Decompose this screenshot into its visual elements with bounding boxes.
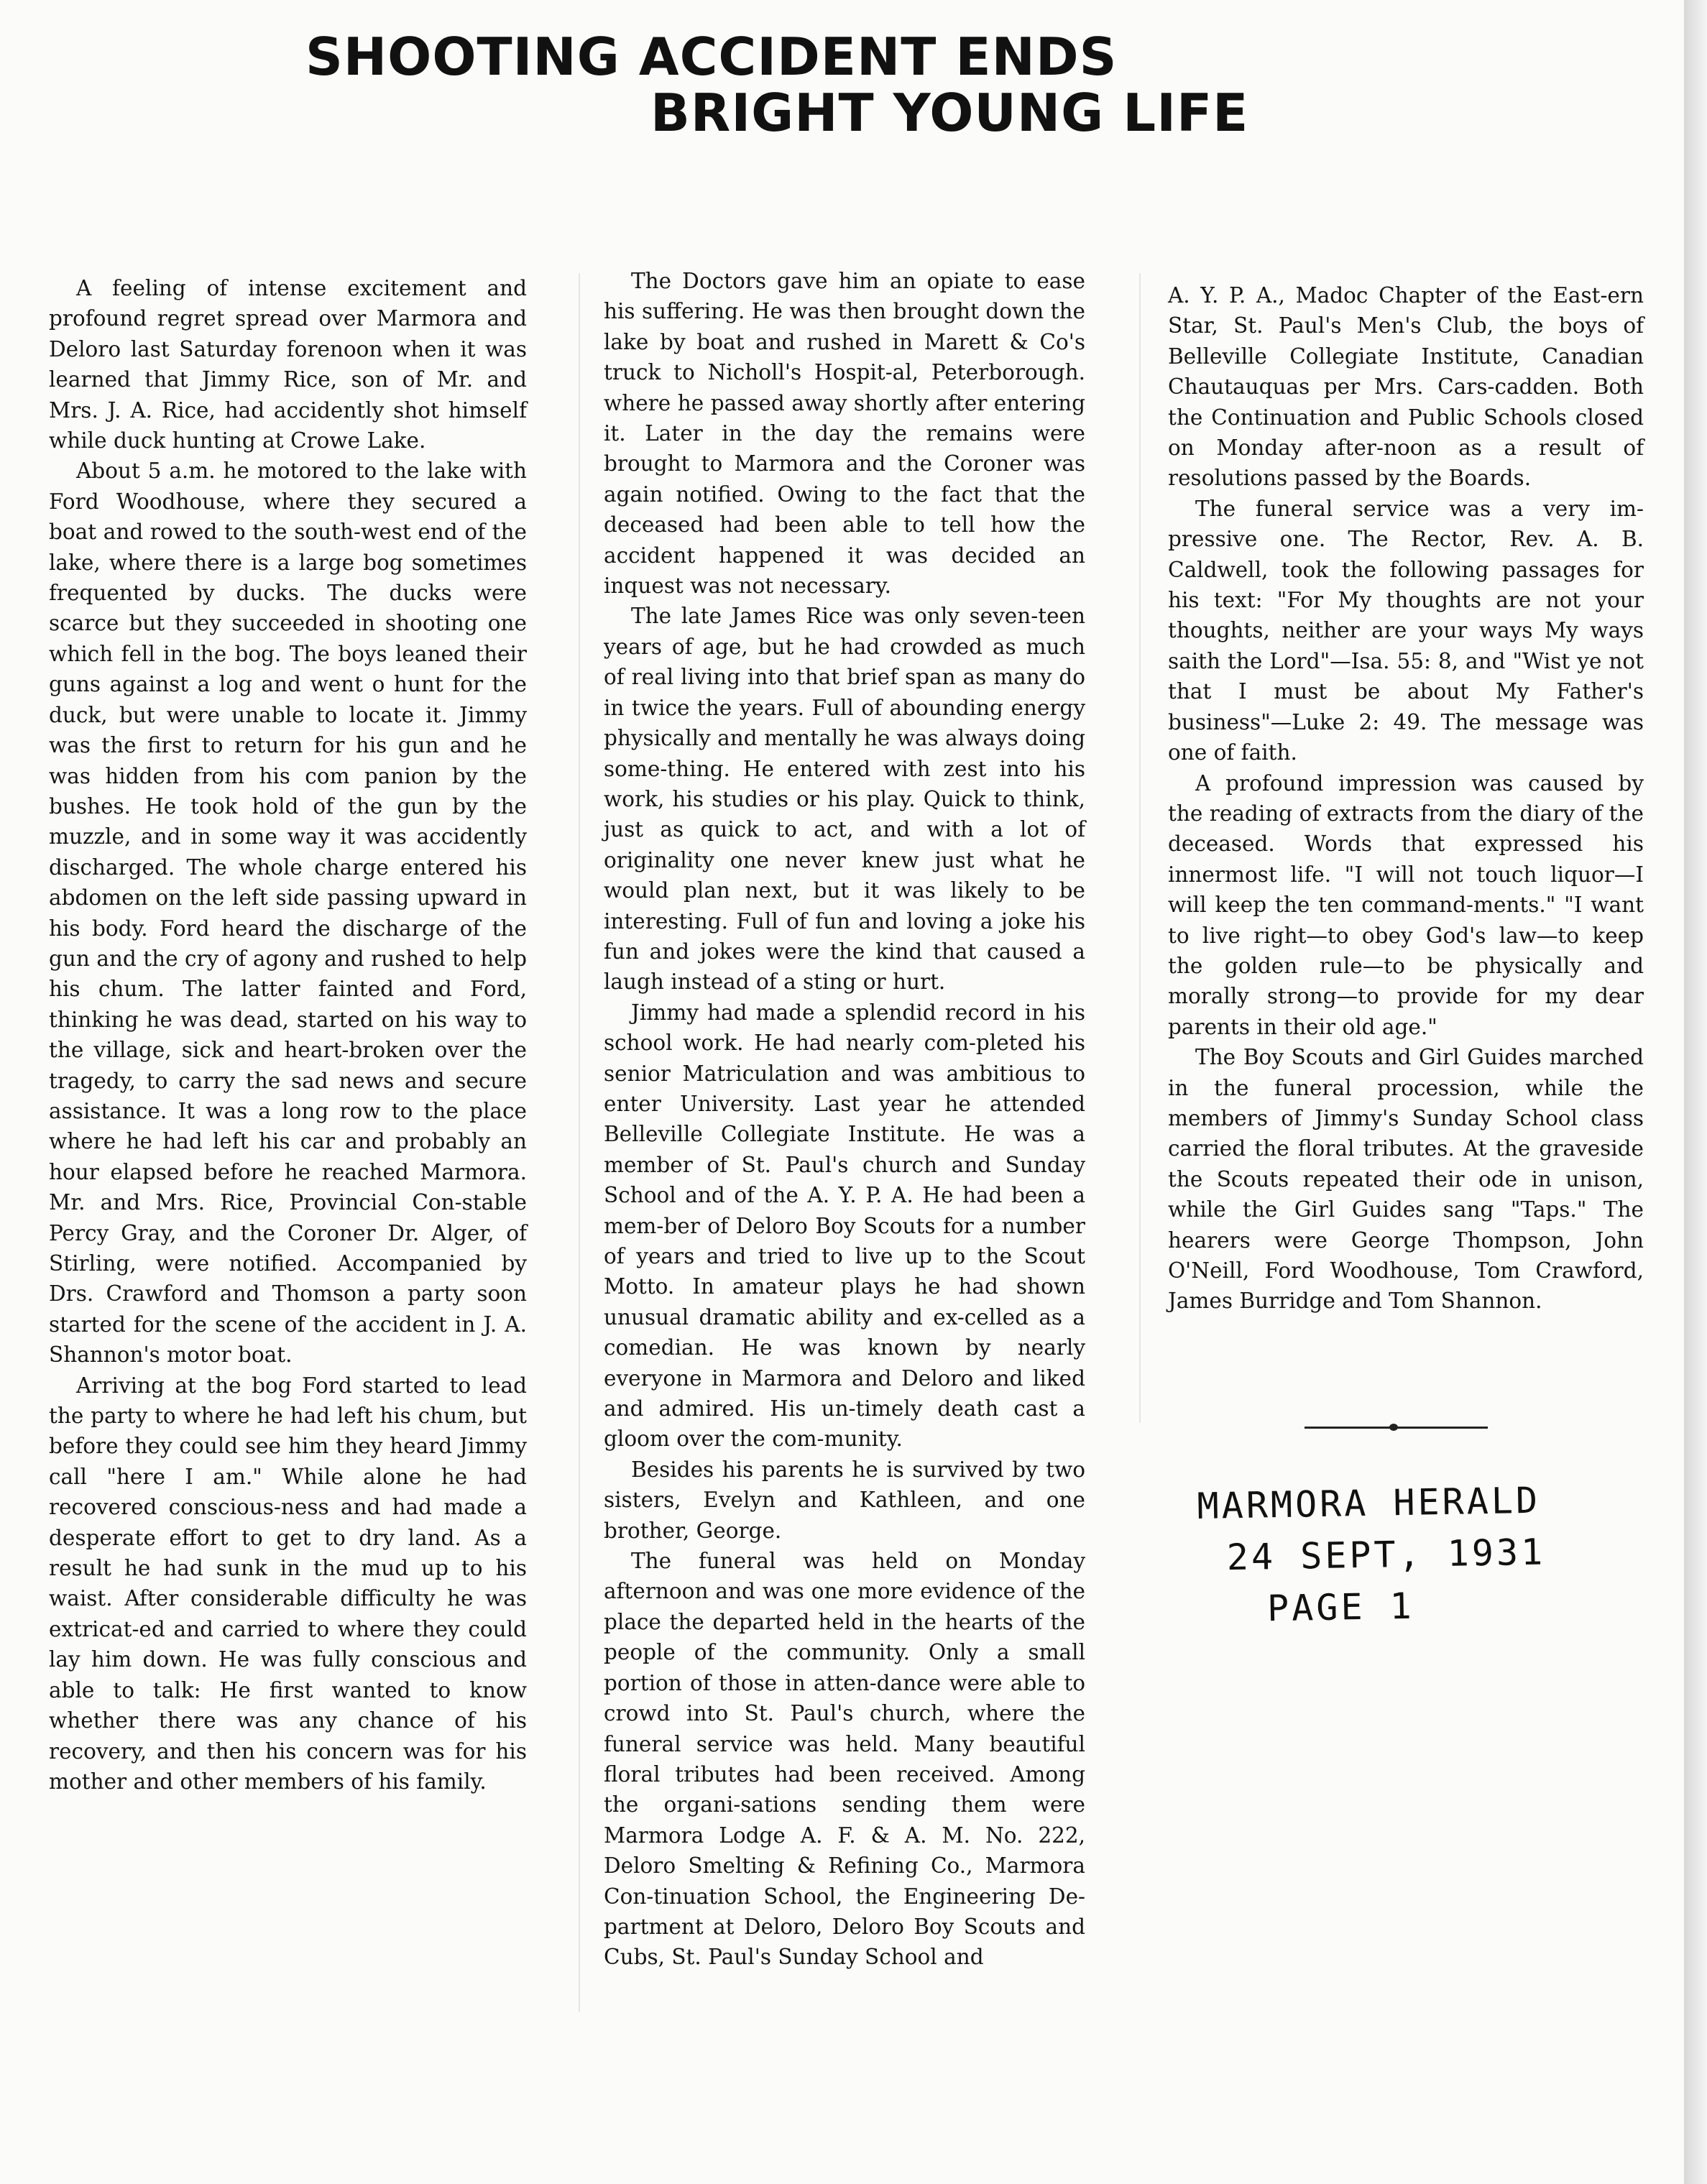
note-publication: MARMORA HERALD [1197, 1479, 1541, 1527]
paragraph: Arriving at the bog Ford started to lead the party to where he had left his chum, but before they could see him they heard Jimmy call "here I am." While alone he had recovered conscious-ness and had made a desperate effort to get to dry land. As a result he had sunk in the mud up to his waist. After considerable difficulty he was extricat-ed and carried to where they could lay him down. He was fully conscious and able to talk: He first wanted to know whether there was any chance of his recovery, and then his concern was for his mother and other members of his family. [49, 1373, 527, 1794]
column-divider [579, 273, 580, 2012]
headline-line-1: SHOOTING ACCIDENT ENDS [305, 27, 1118, 87]
paragraph: The funeral was held on Monday afternoon and was one more evidence of the place the departed held in the hearts of the people of the community. Only a small portion of those in atten-dance were able to crowd into St. Paul's church, where the funeral service was held. Many beautiful floral tributes had been received. Among the organi-sations sending them were Marmora Lodge A. F. & A. M. No. 222, Deloro Smelting & Refining Co., Marmora Con-tinuation School, the Engineering De-partment at Deloro, Deloro Boy Scouts and Cubs, St. Paul's Sunday School and [604, 1549, 1085, 1970]
paragraph: A profound impression was caused by the reading of extracts from the diary of the deceased. Words that expressed his innermost life. "I will not touch liquor—I will keep the ten command-ments." "I want to live right—to obey God's law—to keep the golden rule—to be physically and morally strong—to provide for my dear parents in their old age." [1168, 770, 1644, 1039]
paragraph: The late James Rice was only seven-teen years of age, but he had crowded as much of real living into that brief span as many do in twice the years. Full of abounding energy physically and mentally he was always doing some-thing. He entered with zest into his work, his studies or his play. Quick to think, just as quick to act, and with a lot of originality one never knew just what he would plan next, but it was likely to be interesting. Full of fun and loving a joke his fun and jokes were the kind that caused a laugh instead of a sting or hurt. [604, 604, 1085, 995]
article-column-2 [604, 266, 1085, 1973]
paragraph: Besides his parents he is survived by two sisters, Evelyn and Kathleen, and one brother, George. [604, 1457, 1085, 1543]
note-page: PAGE 1 [1266, 1585, 1415, 1630]
handwritten-source-note [1197, 1475, 1547, 1636]
paragraph: The Doctors gave him an opiate to ease his suffering. He was then brought down the lake by boat and rushed in Marett & Co's truck to Nicholl's Hospit-al, Peterborough. where he passed away shortly after entering it. Later in the day the remains were brought to Marmora and the Coroner was again notified. Owing to the fact that the deceased had been able to tell how the accident happened it was decided an inquest was not necessary. [604, 269, 1085, 599]
paragraph: The Boy Scouts and Girl Guides marched in the funeral procession, while the members of Jimmy's Sunday School class carried the floral tributes. At the graveside the Scouts repeated their ode in unison, while the Girl Guides sang "Taps." The hearers were George Thompson, John O'Neill, Ford Woodhouse, Tom Crawford, James Burridge and Tom Shannon. [1168, 1045, 1644, 1314]
paragraph: A. Y. P. A., Madoc Chapter of the East-ern Star, St. Paul's Men's Club, the boys of Belleville Collegiate Institute, Canadian Chautauquas per Mrs. Cars-cadden. Both the Continuation and Public Schools closed on Monday after-noon as a result of resolutions passed by the Boards. [1168, 283, 1644, 491]
headline-line-2: BRIGHT YOUNG LIFE [650, 83, 1249, 143]
article-column-3 [1168, 280, 1644, 1317]
note-date: 24 SEPT, 1931 [1226, 1531, 1546, 1579]
scan-edge-shadow [1684, 0, 1707, 2184]
article-end-rule [1305, 1427, 1488, 1429]
paragraph: About 5 a.m. he motored to the lake with Ford Woodhouse, where they secured a boat and rowed to the south-west end of the lake, where there is a large bog sometimes frequented by ducks. The ducks were scarce but they succeeded in shooting one which fell in the bog. The boys leaned their guns against a log and went o hunt for the duck, but were unable to locate it. Jimmy was the first to return for his gun and he was hidden from his com panion by the bushes. He took hold of the gun by the muzzle, and in some way it was accidently discharged. The whole charge entered his abdomen on the left side passing upward in his body. Ford heard the discharge of the gun and the cry of agony and rushed to help his chum. The latter fainted and Ford, thinking he was dead, started on his way to the village, sick and heart-broken over the tragedy, to carry the sad news and secure assistance. It was a long row to the place where he had left his car and probably an hour elapsed before he reached Marmora. Mr. and Mrs. Rice, Provincial Con-stable Percy Gray, and the Coroner Dr. Alger, of Stirling, were notified. Accompanied by Drs. Crawford and Thomson a party soon started for the scene of the accident in J. A. Shannon's motor boat. [49, 459, 527, 1368]
article-column-1 [49, 273, 527, 1797]
column-divider [1139, 273, 1141, 1423]
paragraph: A feeling of intense excitement and profound regret spread over Marmora and Deloro last Saturday forenoon when it was learned that Jimmy Rice, son of Mr. and Mrs. J. A. Rice, had accidently shot himself while duck hunting at Crowe Lake. [49, 276, 527, 453]
paragraph: The funeral service was a very im-pressive one. The Rector, Rev. A. B. Caldwell, took the following passages for his text: "For My thoughts are not your thoughts, neither are your ways My ways saith the Lord"—Isa. 55: 8, and "Wist ye not that I must be about My Father's business"—Luke 2: 49. The message was one of faith. [1168, 496, 1644, 765]
paragraph: Jimmy had made a splendid record in his school work. He had nearly com-pleted his senior Matriculation and was ambitious to enter University. Last year he attended Belleville Collegiate Institute. He was a member of St. Paul's church and Sunday School and of the A. Y. P. A. He had been a mem-ber of Deloro Boy Scouts for a number of years and tried to live up to the Scout Motto. In amateur plays he had shown unusual dramatic ability and ex-celled as a comedian. He was known by nearly everyone in Marmora and Deloro and liked and admired. His un-timely death cast a gloom over the com-munity. [604, 1000, 1085, 1452]
